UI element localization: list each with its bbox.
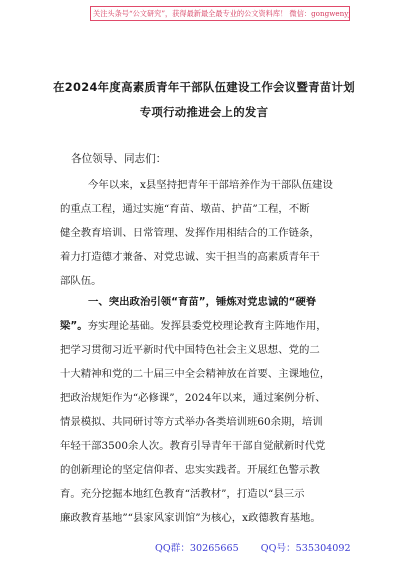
paragraph-line: 今年以来，x县坚持把青年干部培养作为干部队伍建设 bbox=[88, 179, 333, 191]
salutation: 各位领导、同志们： bbox=[71, 153, 167, 165]
paragraph-line: 把学习贯彻习近平新时代中国特色社会主义思想、党的二 bbox=[60, 344, 320, 356]
promo-banner: 关注头条号“公文研究”，获得最新最全最专业的公文资料库！ 微信：gongwenyj bbox=[90, 6, 350, 21]
document-title-line-1: 在2024年度高素质青年干部队伍建设工作会议暨青苗计划 bbox=[53, 80, 355, 94]
paragraph-line: 十大精神和党的二十届三中全会精神放在首要、主课地位， bbox=[60, 368, 331, 380]
paragraph-line: 健全教育培训、日常管理、发挥作用相结合的工作链条， bbox=[60, 227, 320, 239]
paragraph-line: 的创新理论的坚定信仰者、忠实实践者。开展红色警示教 bbox=[60, 464, 320, 476]
paragraph-line: 情景模拟、共同研讨等方式举办各类培训班60余期，培训 bbox=[60, 416, 323, 428]
document-title-line-2: 专项行动推进会上的发言 bbox=[139, 105, 269, 119]
section-heading: 一、突出政治引领“育苗”，锤炼对党忠诚的“硬脊 bbox=[88, 296, 317, 308]
paragraph-line: 育。充分挖掘本地红色教育“活教材”，打造以“县三示 bbox=[60, 488, 305, 500]
section-heading-end: 梁”。 bbox=[60, 320, 88, 332]
paragraph-line: 年轻干部3500余人次。教育引导青年干部自觉献新时代党 bbox=[60, 440, 326, 452]
contact-footer bbox=[155, 540, 373, 554]
paragraph-line: 的重点工程，通过实施“育苗、墩苗、护苗”工程，不断 bbox=[60, 203, 310, 215]
paragraph-line: 廉政教育基地”“县家风家训馆”为核心，x政德教育基地。 bbox=[60, 512, 321, 524]
qq-group: QQ群：30265665 bbox=[155, 543, 239, 554]
paragraph-line: 部队伍。 bbox=[60, 275, 102, 287]
paragraph-line: 把政治规矩作为“必修课”，2024年以来，通过案例分析、 bbox=[60, 392, 326, 404]
qq-number: QQ号：535304092 bbox=[260, 543, 351, 554]
section-heading-continuation bbox=[60, 319, 327, 333]
paragraph-text: 夯实理论基础。发挥县委党校理论教育主阵地作用， bbox=[87, 320, 327, 332]
paragraph-line: 着力打造德才兼备、对党忠诚、实干担当的高素质青年干 bbox=[60, 251, 320, 263]
